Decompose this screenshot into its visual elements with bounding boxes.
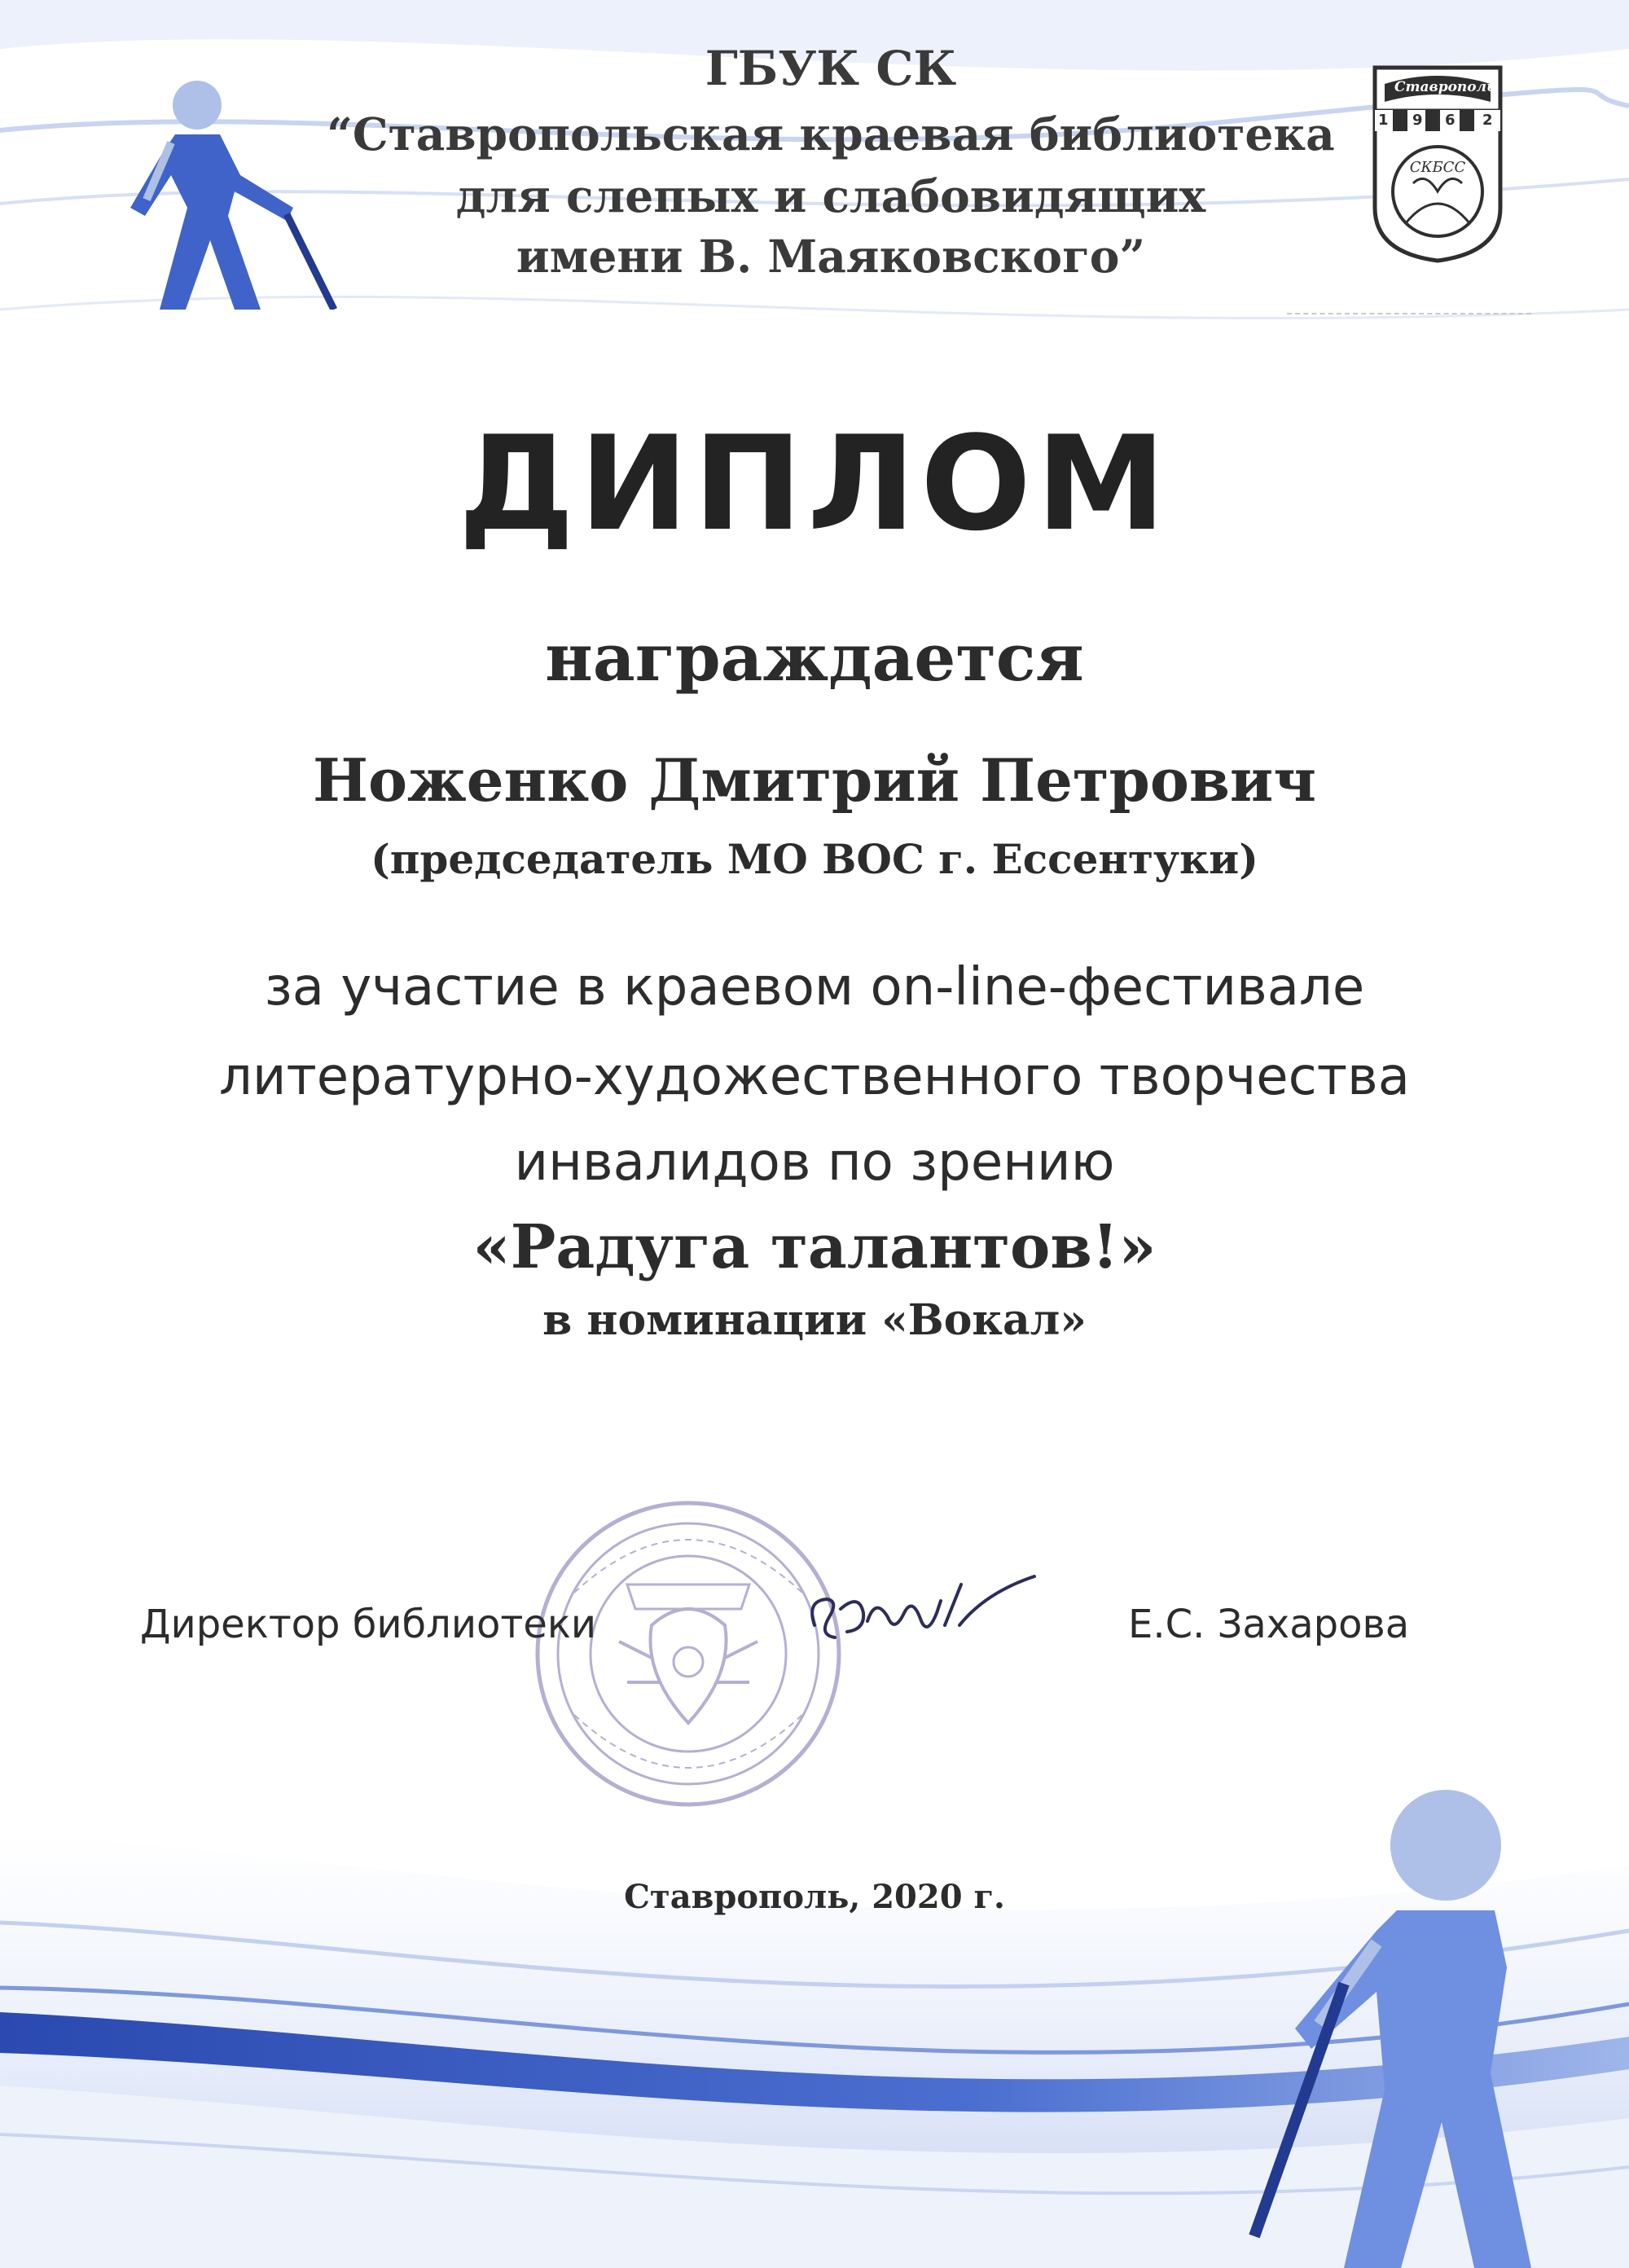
signatory-role: Директор библиотеки — [140, 1602, 597, 1647]
document-title: ДИПЛОМ — [458, 407, 1171, 560]
signatory-name: Е.С. Захарова — [1128, 1602, 1410, 1647]
signature-mark — [798, 1568, 1043, 1658]
reason-line-3: инвалидов по зрению — [514, 1132, 1115, 1193]
blind-person-icon — [1222, 1780, 1629, 2268]
emblem-year-digit: 1 — [1378, 112, 1389, 129]
emblem-year-digit: 2 — [1482, 112, 1493, 129]
emblem-abbr: СКБСС — [1409, 159, 1466, 176]
city-emblem-icon — [1368, 61, 1507, 265]
reason-line-1: за участие в краевом on-line-фестивале — [264, 957, 1365, 1018]
recipient-name: Ноженко Дмитрий Петрович — [312, 745, 1317, 815]
emblem-year-digit: 6 — [1445, 112, 1456, 129]
city-and-year: Ставрополь, 2020 г. — [624, 1878, 1005, 1916]
nomination: в номинации «Вокал» — [542, 1295, 1087, 1345]
divider — [1287, 313, 1531, 314]
recipient-position: (председатель МО ВОС г. Ессентуки) — [371, 835, 1258, 883]
blind-person-icon — [98, 77, 342, 310]
emblem-year-digit: 9 — [1412, 112, 1423, 129]
awarded-label: награждается — [545, 619, 1084, 696]
org-name-line-2: для слепых и слабовидящих — [455, 169, 1206, 222]
org-abbreviation: ГБУК СК — [705, 41, 957, 96]
org-name-line-3: имени В. Маяковского” — [516, 230, 1146, 283]
org-name-line-1: “Ставропольская краевая библиотека — [327, 108, 1335, 160]
festival-name: «Радуга талантов!» — [472, 1212, 1157, 1282]
reason-line-2: литературно-художественного творчества — [219, 1047, 1410, 1107]
emblem-city-label: Ставрополь — [1394, 79, 1496, 95]
